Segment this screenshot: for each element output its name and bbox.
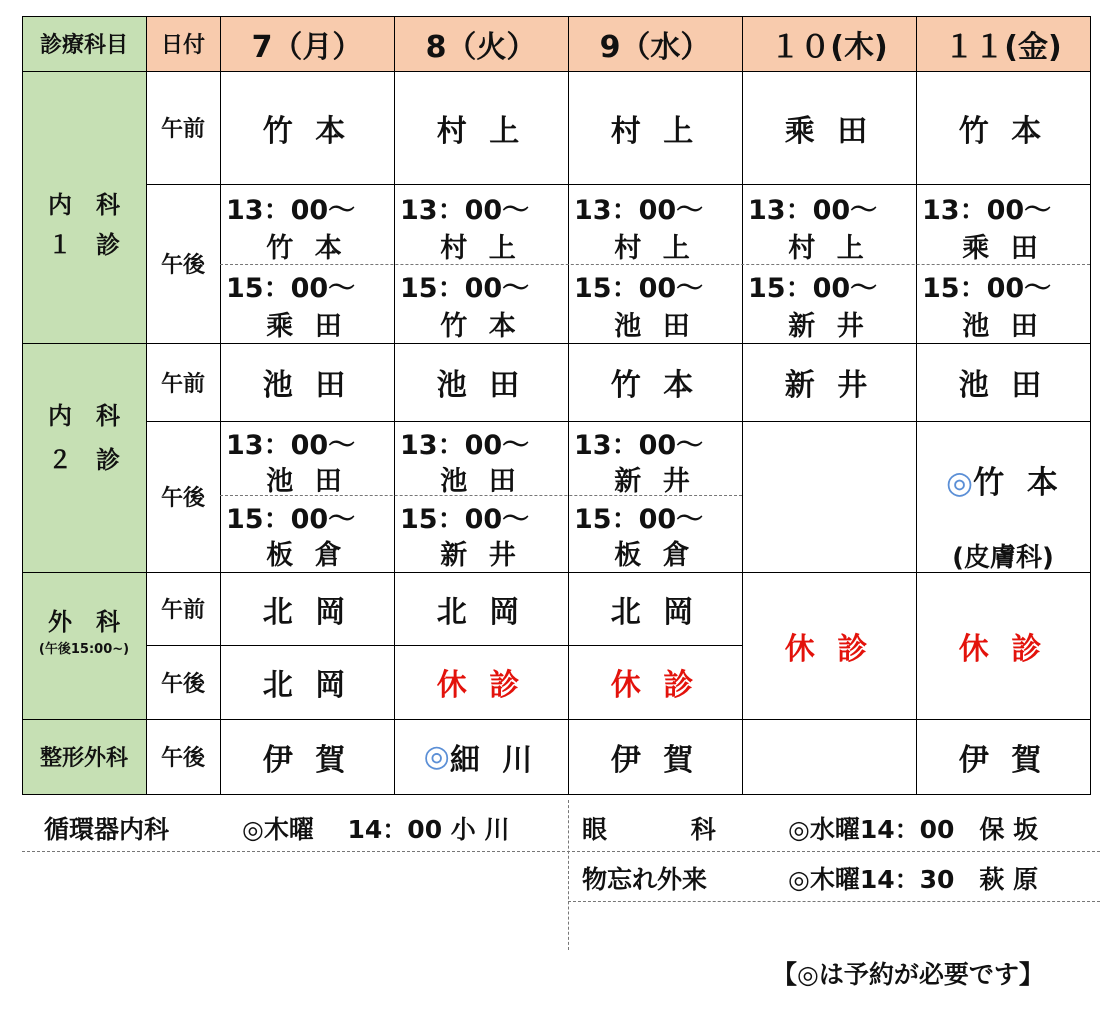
period-naika2-am: 午前 [160,371,205,397]
dept-geka-label: 外 科 [48,608,120,636]
geka-am-tue: 北 岡 [436,594,526,630]
day-header-mon: 7（月） [251,29,363,65]
footer-divider [22,851,1100,852]
dept-naika2-line1: 内 科 [48,402,120,430]
naika2-pm-fri-doctor [946,457,1064,502]
doctor-name: 竹 本 [266,233,348,264]
doctor-name: 乘 田 [962,233,1044,264]
time-label: 15：00～ [400,504,530,535]
naika1-pm-mon [220,184,394,343]
doctor-name: 池 田 [266,466,348,497]
seikei-pm-wed: 伊 賀 [610,742,700,778]
time-label: 15：00～ [574,273,704,304]
day-header-tue: 8（火） [425,29,537,65]
period-seikei-pm: 午後 [160,746,205,771]
dept-geka [22,604,146,684]
doctor-name: 新 井 [788,311,870,342]
seikei-pm-mon: 伊 賀 [262,742,352,778]
naika1-am-wed: 村 上 [610,113,700,149]
naika1-am-tue: 村 上 [436,113,526,149]
reservation-mark: ◎ [946,465,974,501]
footer-vdivider [568,800,569,950]
time-label: 15：00～ [226,273,356,304]
naika2-pm-fri-note: (皮膚科) [952,543,1054,573]
naika2-am-wed: 竹 本 [610,368,700,403]
naika2-am-thu: 新 井 [784,368,874,403]
geka-am-mon: 北 岡 [262,594,352,630]
doctor-name: 池 田 [962,311,1044,342]
geka-am-wed: 北 岡 [610,594,700,630]
period-naika1-pm: 午後 [160,253,205,278]
time-label: 13：00～ [922,195,1052,226]
time-label: 13：00～ [574,430,704,461]
geka-pm-mon: 北 岡 [262,668,352,703]
dept-naika1-line2: １ 診 [48,231,120,259]
time-label: 15：00～ [574,504,704,535]
doctor-name: 新 井 [440,540,522,571]
day-header-wed: 9（水） [599,29,711,65]
dept-naika1 [22,185,146,275]
day-header-thu: １０(木) [770,29,888,65]
footer-junkan-info: ◎木曜 14：00 小 川 [242,815,510,844]
doctor-name: 細 川 [449,742,539,778]
footer-monowasure-info: ◎木曜14：30 萩 原 [788,865,1039,894]
geka-fri-closed: 休 診 [958,631,1048,667]
doctor-name: 新 井 [614,466,696,497]
time-label: 13：00～ [400,195,530,226]
time-label: 13：00～ [748,195,878,226]
doctor-name: 板 倉 [614,540,696,571]
doctor-name: 村 上 [614,233,696,264]
time-label: 15：00～ [226,504,356,535]
seikei-pm-thu [742,719,916,794]
doctor-name: 村 上 [788,233,870,264]
footer-junkan-label: 循環器内科 [44,815,170,844]
naika2-am-mon: 池 田 [262,368,352,403]
dept-geka-note: (午後15:00~) [38,642,130,657]
time-label: 13：00～ [400,430,530,461]
dept-seikei: 整形外科 [39,746,128,771]
time-label: 13：00～ [226,195,356,226]
naika1-am-fri: 竹 本 [958,113,1048,149]
doctor-name: 竹 本 [440,311,522,342]
naika2-am-fri: 池 田 [958,368,1048,403]
doctor-name: 村 上 [440,233,522,264]
naika2-pm-mon [220,421,394,572]
naika1-pm-wed [568,184,742,343]
naika2-pm-wed [568,421,742,572]
reservation-mark: ◎ [423,739,450,774]
dept-naika2 [22,394,146,484]
doctor-name: 池 田 [614,311,696,342]
naika1-am-thu: 乘 田 [784,113,874,149]
doctor-name: 乘 田 [266,311,348,342]
footer-ganka-label: 眼 科 [582,815,716,844]
period-naika2-pm: 午後 [160,486,205,511]
geka-pm-tue-closed: 休 診 [436,668,526,703]
period-geka-pm: 午後 [160,671,205,697]
naika1-pm-tue [394,184,568,343]
day-header-fri: １１(金) [944,29,1062,65]
dept-naika1-line1: 内 科 [48,191,120,219]
naika1-am-mon: 竹 本 [262,113,352,149]
naika2-pm-fri [916,421,1090,572]
naika2-pm-tue [394,421,568,572]
doctor-name: 板 倉 [266,540,348,571]
seikei-pm-tue [394,719,568,794]
time-label: 15：00～ [400,273,530,304]
doctor-name: 竹 本 [973,465,1064,501]
geka-pm-wed-closed: 休 診 [610,668,700,703]
header-date-label: 日付 [160,33,205,58]
naika1-pm-thu [742,184,916,343]
footer-monowasure-label: 物忘れ外来 [582,865,708,894]
naika1-pm-fri [916,184,1090,343]
time-label: 15：00～ [922,273,1052,304]
dept-naika2-line2: ２ 診 [48,446,120,474]
time-label: 13：00～ [574,195,704,226]
header-dept-label: 診療科目 [39,33,128,58]
period-naika1-am: 午前 [160,117,205,142]
footer-reservation-note: 【◎は予約が必要です】 [772,960,1044,989]
period-geka-am: 午前 [160,598,205,623]
time-label: 13：00～ [226,430,356,461]
geka-thu-closed: 休 診 [784,631,874,667]
doctor-name: 池 田 [440,466,522,497]
time-label: 15：00～ [748,273,878,304]
footer-divider [568,901,1100,902]
footer-ganka-info: ◎水曜14：00 保 坂 [788,815,1039,844]
naika2-am-tue: 池 田 [436,368,526,403]
seikei-pm-fri: 伊 賀 [958,742,1048,778]
